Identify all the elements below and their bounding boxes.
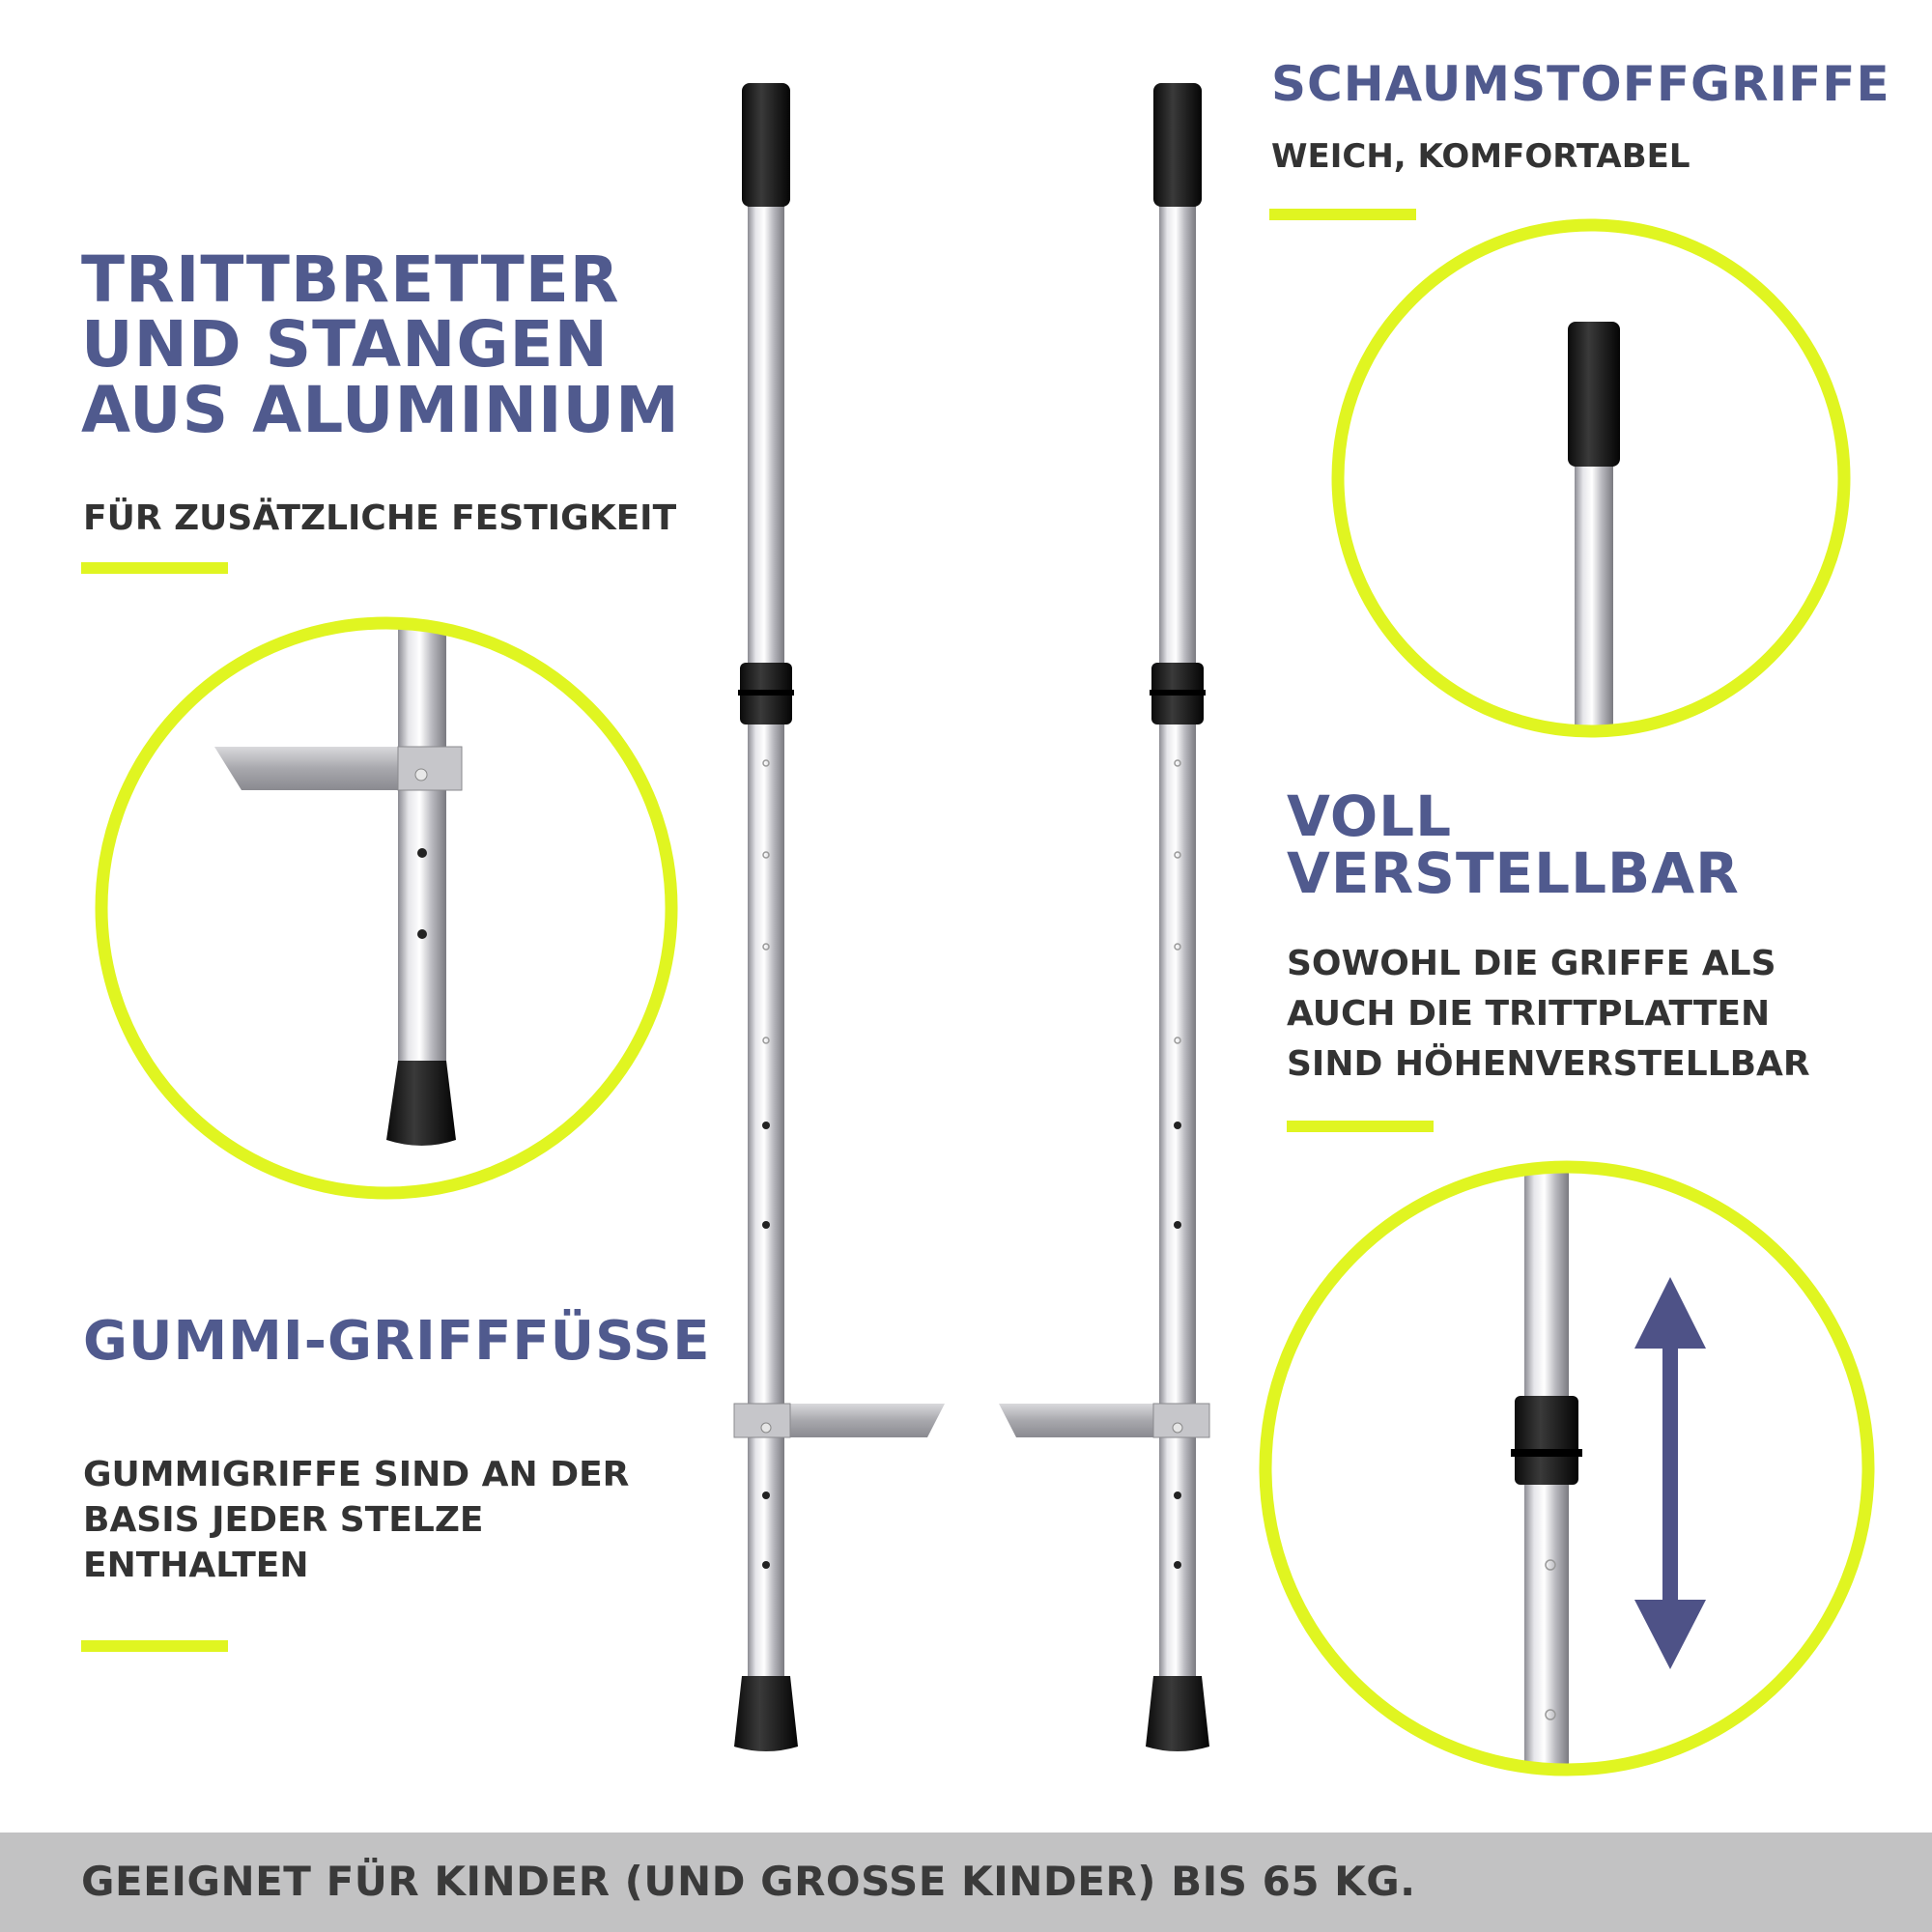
adjustable-heading-line: VOLL <box>1287 783 1453 849</box>
adjustable-body-line: SOWOHL DIE GRIFFE ALS <box>1287 944 1776 983</box>
accent-bar <box>1287 1121 1434 1132</box>
accent-bar <box>1269 209 1416 220</box>
footer-text: GEEIGNET FÜR KINDER (UND GROSSE KINDER) BIS 65 KG. <box>81 1858 1416 1905</box>
stilt-left <box>734 83 945 1751</box>
rubber-feet-body <box>83 1453 629 1588</box>
adjustable-heading-line: VERSTELLBAR <box>1287 840 1740 907</box>
adjustable-body <box>1287 939 1810 1091</box>
aluminium-heading-line: AUS ALUMINIUM <box>81 372 680 447</box>
rubber-feet-body-line: GUMMIGRIFFE SIND AN DER <box>83 1455 630 1494</box>
adjustable-heading <box>1287 783 1740 907</box>
aluminium-heading-line: UND STANGEN <box>81 307 609 383</box>
adjustable-body-line: SIND HÖHENVERSTELLBAR <box>1287 1044 1810 1085</box>
foam-grips-heading: SCHAUMSTOFFGRIFFE <box>1271 56 1890 112</box>
accent-bar <box>81 562 228 574</box>
adjustment-closeup <box>1265 1150 1868 1826</box>
aluminium-heading-line: TRITTBRETTER <box>81 242 620 317</box>
rubber-feet-heading: GUMMI-GRIFFFÜSSE <box>83 1310 711 1373</box>
foam-grips-subtitle: WEICH, KOMFORTABEL <box>1271 137 1690 176</box>
stilt-right <box>999 83 1209 1751</box>
grip-closeup <box>1338 225 1844 763</box>
rubber-feet-body-line: ENTHALTEN <box>83 1545 309 1585</box>
footrest-closeup <box>101 618 671 1193</box>
aluminium-heading <box>81 242 680 447</box>
accent-bar <box>81 1640 228 1652</box>
aluminium-subtitle: FÜR ZUSÄTZLICHE FESTIGKEIT <box>83 498 677 538</box>
up-down-arrow-icon <box>1634 1277 1706 1669</box>
footer-banner <box>0 1833 1932 1932</box>
rubber-feet-body-line: BASIS JEDER STELZE <box>83 1499 484 1540</box>
adjustable-body-line: AUCH DIE TRITTPLATTEN <box>1287 994 1771 1035</box>
